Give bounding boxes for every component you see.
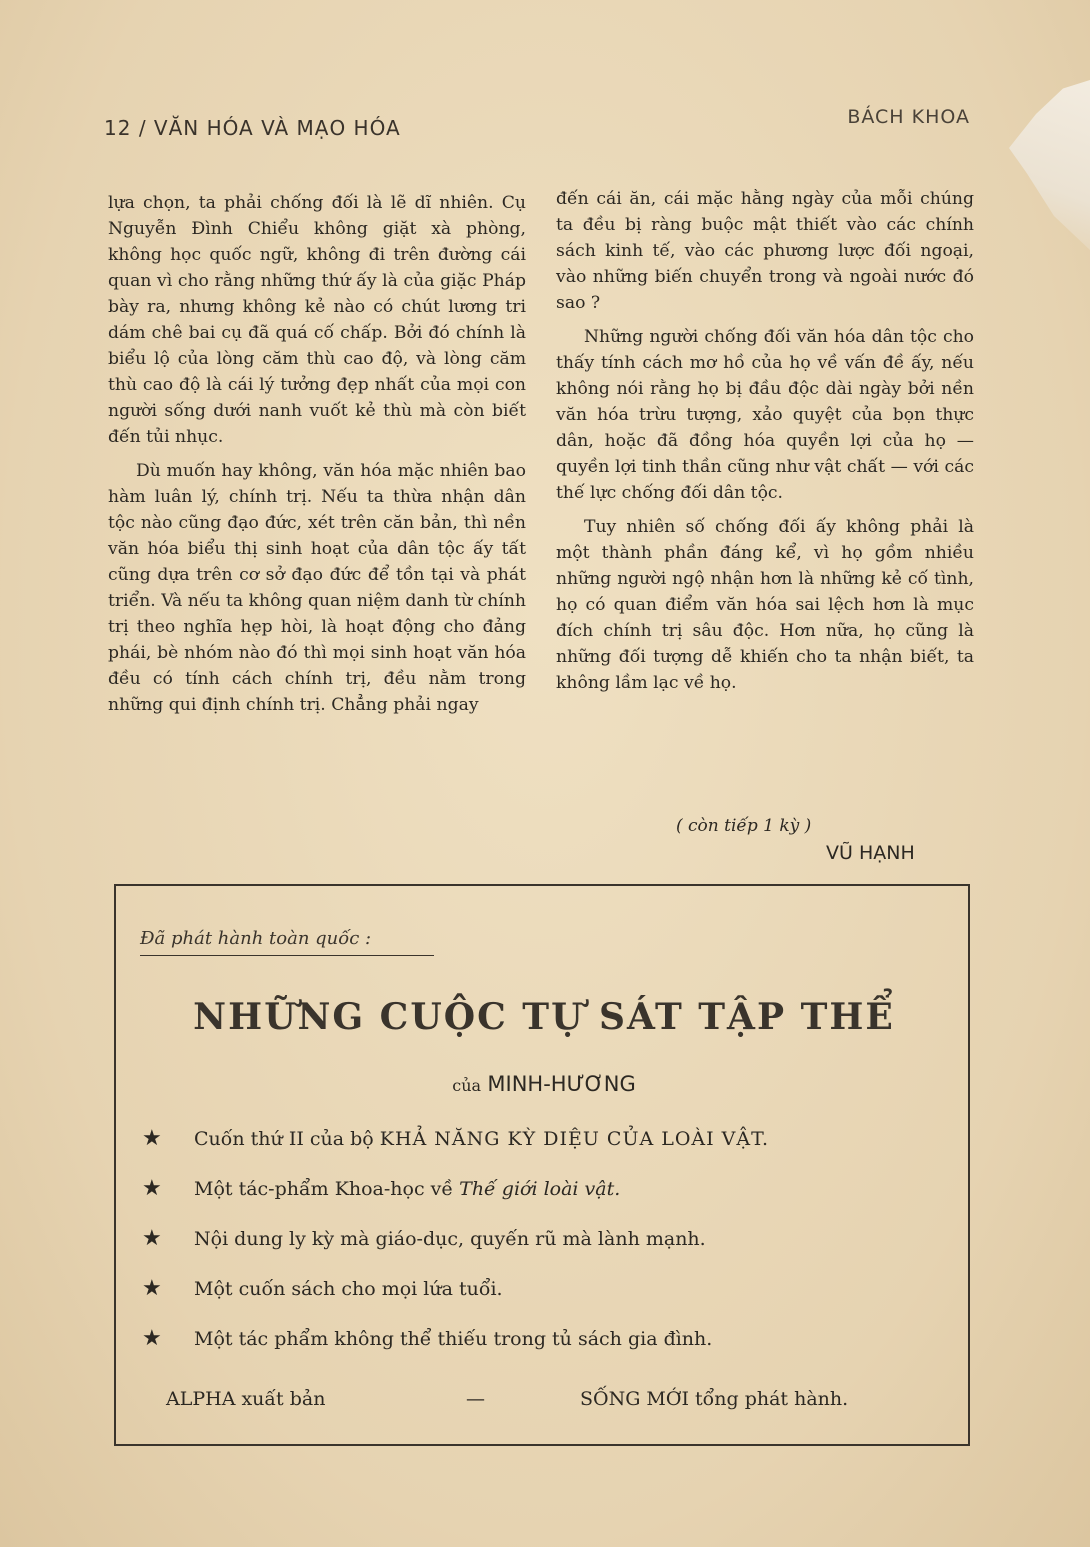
section-title: VĂN HÓA VÀ MẠO HÓA xyxy=(153,116,401,140)
header-separator: / xyxy=(138,116,147,140)
footer-dash: — xyxy=(466,1388,485,1410)
book-advertisement xyxy=(114,884,970,1446)
paragraph: lựa chọn, ta phải chống đối là lẽ dĩ nhiên. Cụ Nguyễn Đình Chiểu không giặt xà phòng, không học quốc ngữ, không đi trên đường cái quan vì cho rằng những thứ ấy là của giặc Pháp bày ra, nhưng không kẻ nào có chút lương tri dám chê bai cụ đã quá cố chấp. Bởi đó chính là biểu lộ của lòng căm thù cao độ, và lòng căm thù cao độ là cái lý tưởng đẹp nhất của mọi con người sống dưới nanh vuốt kẻ thù mà còn biết đến tủi nhục. xyxy=(108,193,526,447)
list-item xyxy=(142,1174,942,1224)
distributor: SỐNG MỚI tổng phát hành. xyxy=(580,1388,849,1410)
magazine-name: BÁCH KHOA xyxy=(847,106,970,128)
ad-by-word: của xyxy=(452,1076,482,1095)
page-number: 12 xyxy=(104,116,132,140)
torn-corner xyxy=(1000,80,1090,250)
item-text: Một tác-phẩm Khoa-học về xyxy=(194,1178,460,1200)
star-icon: ★ xyxy=(142,1326,162,1351)
star-icon: ★ xyxy=(142,1226,162,1251)
item-text: Một tác phẩm không thể thiếu trong tủ sách gia đình. xyxy=(194,1328,713,1350)
star-icon: ★ xyxy=(142,1126,162,1151)
list-item xyxy=(142,1274,942,1324)
item-text: Một cuốn sách cho mọi lứa tuổi. xyxy=(194,1278,503,1300)
paragraph: đến cái ăn, cái mặc hằng ngày của mỗi chúng ta đều bị ràng buộc mật thiết vào các chính sách kinh tế, vào các phương lược đối ngoại, vào những biến chuyển trong và ngoài nước đó sao ? xyxy=(556,189,974,313)
item-text: Nội dung ly kỳ mà giáo-dục, quyến rũ mà lành mạnh. xyxy=(194,1228,706,1250)
article-column-left xyxy=(108,190,526,726)
ad-book-author: MINH-HƯƠNG xyxy=(487,1072,636,1096)
article-author: VŨ HẠNH xyxy=(826,842,915,864)
article-column-right xyxy=(556,186,974,704)
publisher: ALPHA xuất bản xyxy=(166,1388,326,1410)
star-icon: ★ xyxy=(142,1276,162,1301)
item-emphasis: Thế giới loài vật. xyxy=(459,1178,621,1200)
ad-feature-list xyxy=(142,1124,942,1374)
page-header xyxy=(104,116,401,140)
ad-intro: Đã phát hành toàn quốc : xyxy=(140,928,434,956)
list-item xyxy=(142,1324,942,1374)
paragraph: Những người chống đối văn hóa dân tộc cho thấy tính cách mơ hồ của họ về vấn đề ấy, nếu không nói rằng họ bị đầu độc dài ngày bởi nền văn hóa trừu tượng, xảo quyệt của bọn thực dân, hoặc đã đồng hóa quyền lợi của họ — quyền lợi tinh thần cũng như vật chất — với các thế lực chống đối dân tộc. xyxy=(556,327,974,503)
ad-book-title: NHỮNG CUỘC TỰ SÁT TẬP THỂ xyxy=(193,996,895,1038)
continued-note: ( còn tiếp 1 kỳ ) xyxy=(676,816,812,836)
paragraph: Dù muốn hay không, văn hóa mặc nhiên bao hàm luân lý, chính trị. Nếu ta thừa nhận dân tộc nào cũng đạo đức, xét trên căn bản, thì nền văn hóa biểu thị sinh hoạt của dân tộc ấy tất cũng dựa trên cơ sở đạo đức để tồn tại và phát triển. Và nếu ta không quan niệm danh từ chính trị theo nghĩa hẹp hòi, là hoạt động cho đảng phái, bè nhóm nào đó thì mọi sinh hoạt văn hóa đều có tính cách chính trị, đều nằm trong những qui định chính trị. Chẳng phải ngay xyxy=(108,461,526,715)
list-item xyxy=(142,1124,942,1174)
paragraph: Tuy nhiên số chống đối ấy không phải là một thành phần đáng kể, vì họ gồm nhiều những người ngộ nhận hơn là những kẻ cố tình, họ có quan điểm văn hóa sai lệch hơn là mục đích chính trị sâu độc. Hơn nữa, họ cũng là những đối tượng dễ khiến cho ta nhận biết, ta không lầm lạc về họ. xyxy=(556,517,974,693)
ad-byline xyxy=(116,1072,972,1096)
item-text: Cuốn thứ II của bộ xyxy=(194,1128,380,1150)
list-item xyxy=(142,1224,942,1274)
item-emphasis: KHẢ NĂNG KỲ DIỆU CỦA LOÀI VẬT. xyxy=(379,1128,770,1150)
star-icon: ★ xyxy=(142,1176,162,1201)
